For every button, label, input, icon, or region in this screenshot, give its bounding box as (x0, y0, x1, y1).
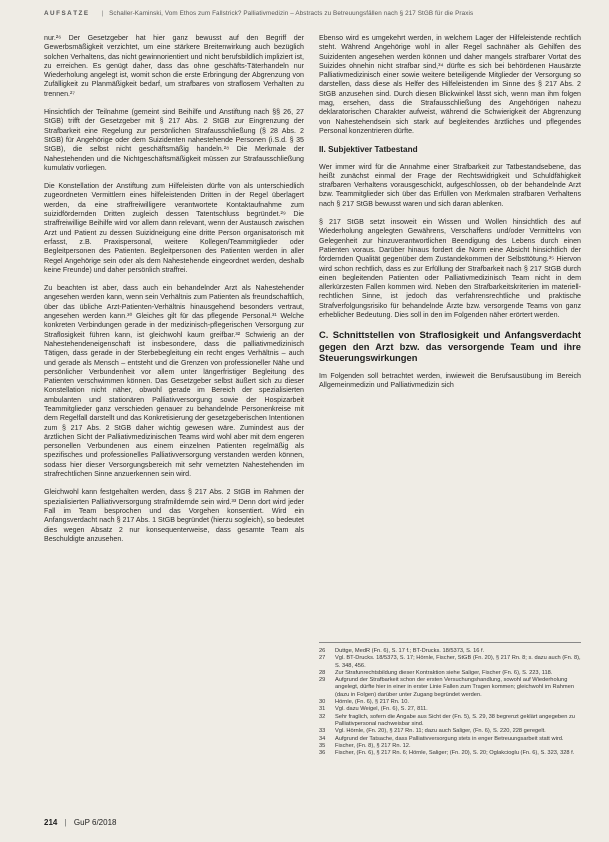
footnote-text: Fischer, (Fn. 8), § 217 Rn. 12. (335, 742, 411, 749)
running-title: Schaller-Kaminski, Vom Ethos zum Fallstrick? Palliativmedizin – Abstracts zu Betreuungsfällen nach § 217 StGB für die Praxis (109, 10, 474, 17)
paragraph: § 217 StGB setzt insoweit ein Wissen und Wollen hinsichtlich des auf Wiederholung angelegten Gewährens, Verschaffens und/oder Vermittelns von Gelegenheit zur hinzuverantwortlichen Beendigung des Lebens durch einen Patienten voraus. Darüber hinaus fordert die Norm eine Absicht hinsichtlich der fördernden Qualität gegenüber dem Zustandekommen der Selbsttötung.³⁵ Hiervon wird schon rechtlich, dass es zur Erfüllung der Strafbarkeit nach § 217 StGB durch einen begleitenden Patienten oder Palliativmedizinisch Team nicht in dem allerkürzesten Fallen kommen wird. Neben den Strafbarkeitskriterien im materiell-rechtlichen Sinne, ist jedoch das verfahrensrechtliche und praktische Strafverfolgungsrisiko für behandelnde Ärzte bzw. versorgende Teams von ganz erheblicher Bedeutung. Dies soll in den im Folgenden näher erörtert werden. (319, 218, 581, 320)
footnote (319, 750, 581, 757)
footnote (319, 736, 581, 743)
footnote-number: 36 (319, 750, 326, 757)
header-separator: | (101, 10, 104, 17)
footnote-number: 26 (319, 648, 326, 654)
footnote-text: Duttge, MedR (Fn. 6), S. 17 f.; BT-Drucks. 18/5373, S. 16 f. (335, 648, 485, 654)
footnote-text: Zur Strafunrechtsbildung dieser Kontraktion siehe Saliger, Fischer (Fn. 6), S. 223, 118. (335, 669, 553, 676)
footnote-text: Aufgrund der Strafbarkeit schon der ersten Versuchungshandlung, sowohl auf Wiederholung angelegt, dürfte hier in einer in erster Linie Fallen zum Tragen kommen; gleichwohl im Rahmen (dazu in Folgen) darüber unter Zugang begründet werden. (335, 677, 574, 698)
paragraph: Hinsichtlich der Teilnahme (gemeint sind Beihilfe und Anstiftung nach §§ 26, 27 StGB) trifft der Gesetzgeber mit § 217 Abs. 2 StGB zur Eingrenzung der Strafbarkeit eine Regelung zur persönlichen Strafausschließung (§ 28 Abs. 2 StGB) für Angehörige oder dem Suizidenten nahestehende Personen (i.S.d. § 35 StGB), die selbst nicht geschäftsmäßig handeln.²⁸ Die Merkmale der Nahestehenden und die Nichtgeschäftsmäßigkeit müssen zur Strafausschließung kumulativ vorliegen. (44, 108, 304, 172)
footnote-number: 30 (319, 699, 326, 706)
footnote (319, 714, 581, 729)
footnote-text: Vgl. dazu Weigel, (Fn. 6), S. 27, 811. (335, 706, 428, 713)
footnote-number: 33 (319, 728, 326, 735)
footnote-text: Vgl. BT-Drucks. 18/5373, S. 17; Hörnle, Fischer, StGB (Fn. 20), § 217 Rn. 8; s. dazu auch (Fn. 8), S. 348, 456. (335, 655, 581, 669)
footnote (319, 728, 581, 735)
section-label: AUFSÄTZE (44, 10, 90, 17)
paragraph: Die Konstellation der Anstiftung zum Hilfeleisten dürfte von als unterschiedlich zugeordneten Vermittlern eines hilfeleistenden Dritten in der Regel überlagert werden, da eine straffreiwilligere verantwortete Kontaktaufnahme zum suizidfördernden Dritten zugleich dessen Tatentschluss begründet.²⁹ Die straffreiwillige Beihilfe wird vor allem dann relevant, wenn der Austausch zwischen Arzt und Patient zu dessen Suizidneigung eine dritte Person organisatorisch mit erfasst, z.B. Praxispersonal, weitere Kollegen/Teammitglieder oder Begleitpersonen des Patienten. Begleitpersonen des Patienten werden in aller Regel Angehörige sein oder als dem Nahestehende eingeordnet werden, deshalb keine Freunde) und daher persönlich straffrei. (44, 182, 304, 274)
footnote (319, 677, 581, 699)
paragraph: Ebenso wird es umgekehrt werden, in welchem Lager der Hilfeleistende rechtlich steht. Während Angehörige wohl in aller Regel sachnäher als Gehilfen des Suizidenten angesehen werden können und daher mangels strafbarer Vortat des Suizides ohnehin nicht strafbar sind,³⁴ dürfte es sich bei behördenen Hausärzte Palliativmedizinisch einer sowie weitere beteiligende Mitglieder der Versorgung so darstellen, dass diese als Helfer des Hilfeleistenden im Sinne des § 217 Abs. 2 StGB anzusehen sind. Durch diesen Blickwinkel lässt sich, wenn man ihm folgen mag, ersehen, dass die Strafausschließung des Angehörigen nahezu deklaratorischen Charakter aufweist, während die Schwierigkeit der Abgrenzung von Nahestehendsein sich stark auf begleitendes ärztliches und pflegendes Personal konzentrieren dürfte. (319, 34, 581, 135)
footnote-number: 27 (319, 655, 326, 662)
page-footer (44, 818, 116, 827)
footnote (319, 670, 581, 677)
footnote-number: 28 (319, 669, 326, 676)
footnote (319, 648, 581, 655)
footnotes (319, 642, 581, 757)
footnote-number: 32 (319, 713, 326, 720)
footnote-text: Vgl. Hörnle, (Fn. 20), § 217 Rn. 11; dazu auch Saliger, (Fn. 6), S. 220, 228 geregelt. (335, 728, 546, 735)
running-header (44, 10, 584, 22)
section-heading-ii: II. Subjektiver Tatbestand (319, 145, 418, 155)
paragraph: Im Folgenden soll betrachtet werden, inwieweit die Berufsausübung im Bereich Allgemeinmedizin und Palliativmedizin sich (319, 371, 581, 390)
footnote-text: Fischer, (Fn. 6), § 217 Rn. 6; Hörnle, Saliger; (Fn. 20), S. 20; Oglakcioglu (Fn. 6), S. 323, 328 f. (335, 750, 575, 757)
footnote-number: 34 (319, 735, 326, 742)
left-column (44, 34, 304, 553)
footnote (319, 743, 581, 750)
footnote (319, 699, 581, 706)
footnote-text: Aufgrund der Tatsache, dass Palliativversorgung stets in enger Betreuungsarbeit statt wird. (335, 735, 564, 742)
footnote-text: Sehr fraglich, sofern die Angabe aus Sicht der (Fn. 5), S. 29, 38 begrenzt geklärt angegeben zu Palliativpersonal nachweisbar sind. (335, 713, 575, 727)
section-heading-c: C. Schnittstellen von Straflosigkeit und Anfangsverdacht gegen den Arzt bzw. das versorgende Team und ihre Steuerungswirkungen (319, 329, 581, 364)
paragraph: Gleichwohl kann festgehalten werden, dass § 217 Abs. 2 StGB im Rahmen der spezialisierten Palliativversorgung strafmildernde sein wird.³³ Denn dort wird jeder Fall im Team besprochen und das Vorgehen konsentiert. Wird ein Anfangsverdacht nach § 217 Abs. 1 StGB begründet (hierzu sogleich), so bedeutet dies wegen Absatz 2 nur konsequenterweise, dass gesamte Team als Beschuldigte anzusehen. (44, 488, 304, 543)
footnote-number: 35 (319, 742, 326, 749)
footnote-text: Hörnle, (Fn. 6), § 217 Rn. 10. (335, 699, 409, 706)
footnote-number: 29 (319, 677, 326, 684)
footnote (319, 706, 581, 713)
paragraph: Wer immer wird für die Annahme einer Strafbarkeit zur Tatbestandsebene, das heißt zunächst einmal der Frage der Rechtswidrigkeit und Schuldfähigkeit strafbaren Verhaltens vorausgeschickt, aufgeschlossen, ob der behandelnde Arzt bzw. Teammitglieder sich über das Erfüllen von Merkmalen strafbaren Verhaltens nach § 217 StGB bewusst waren und sich daran ablenken. (319, 162, 581, 208)
footnote-number: 31 (319, 706, 326, 713)
right-column (319, 34, 581, 399)
paragraph: nur.²⁶ Der Gesetzgeber hat hier ganz bewusst auf den Begriff der Gewerbsmäßigkeit verzichtet, um eine stärkere Breitenwirkung auch bezüglich solchen Verhaltens, das nicht gewinnorientiert und nicht berufsbildlich impliziert ist, zu erreichen. Es genügt daher, dass das ohne geschäfts-Täterhandeln nur Wiederholung angelegt ist, womit schon die erste Erbringung der Abgrenzung von Zufälligkeit zu Planmäßigkeit bedarf, um strafbares von straflosem Verhalten zu trennen.²⁷ (44, 34, 304, 98)
journal-issue: GuP 6/2018 (73, 818, 117, 827)
footnote (319, 655, 581, 670)
page-number: 214 (44, 818, 58, 827)
footer-separator: | (64, 818, 67, 827)
paragraph: Zu beachten ist aber, dass auch ein behandelnder Arzt als Nahestehender angesehen werden kann, wenn sein Verhältnis zum Patienten als freundschaftlich, über das übliche Arzt-Patienten-Verhältnis hinausgehend besonders vertraut, angesehen werden kann.³⁰ Gleiches gilt für das pflegende Personal.³¹ Welche konkreten Verbindungen gerade in der medizinisch-pflegerischen Versorgung zur Straflosigkeit führen kann, ist gleichwohl kaum greifbar.³² Schwierig an der Nahestehendeneigenschaft ist insbesondere, dass die palliativmedizinisch Tätigen, dass gerade in der Sterbebegleitung ein recht enges Verhältnis – auch und gerade als Mensch – entsteht und die Grenzen von professioneller Nähe und persönlicher Verbundenheit vor allem unter längerfristiger Begleitung des Patienten verschwimmen können. Das Gesetzgeber selbst äußert sich zu dieser Konstellation nicht näher, obwohl gerade im Bereich der spezialisierten ambulanten und stationären Palliativversorgung sowie der Hospizarbeit Teammitglieder ganz verschieden genauer zu behandelnde Personenkreise mit dem Regelfall darstellt und das Konkretisierung der gesetzgeberischen Intentionen zum § 217 Abs. 2 StGB daher wichtig gewesen wäre. Zumindest aus der ärztlichen Sicht der Palliativmedizinischen Teams wird wohl aber mit dem engeren personellen Verbundenen aus einem einzelnen Patienten regelmäßig als spezifisches und professionelles Palliativversorgung verstanden werden können, sodass hier dieser Versorgungsbereich mit sehr vernetzten Nahestehenden im strafrechtlichen Sinne anzuerkennen sein wird. (44, 284, 304, 479)
